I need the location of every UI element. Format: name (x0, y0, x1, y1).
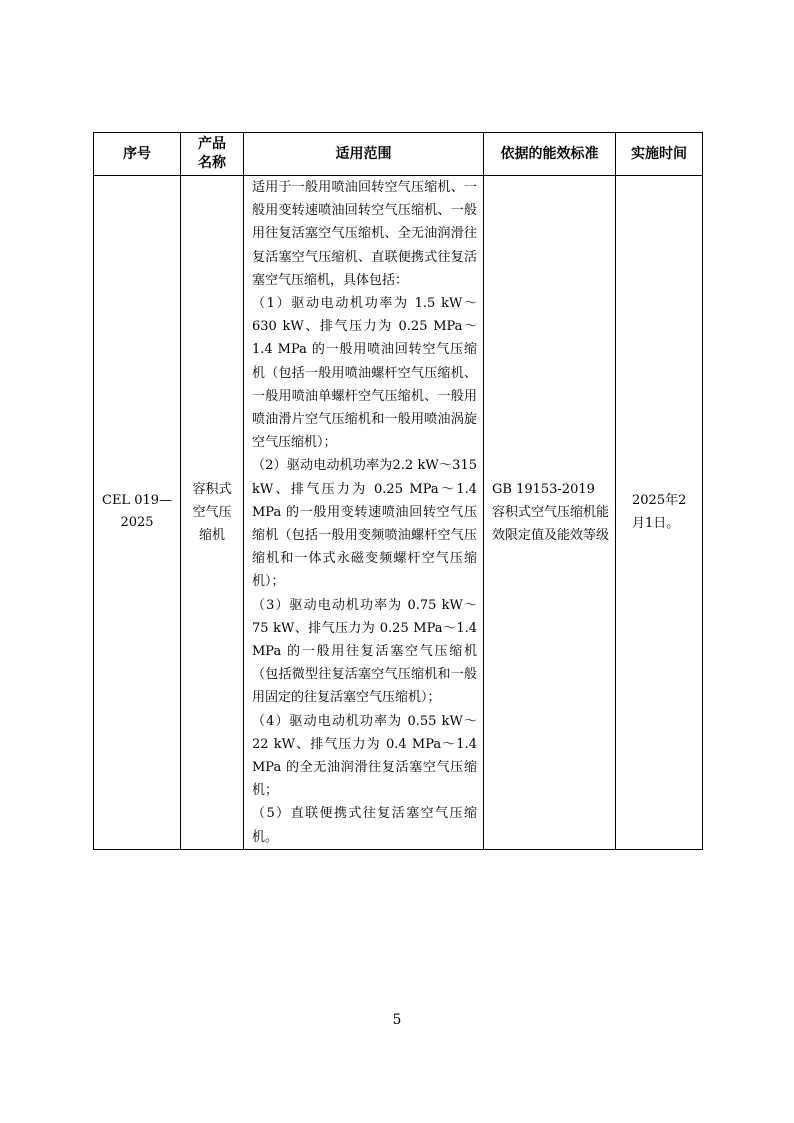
cell-scope (244, 176, 484, 850)
header-seq: 序号 (94, 133, 181, 176)
table-row (94, 176, 703, 850)
header-product-name-text: 产品名称 (198, 136, 226, 171)
cell-standard: GB 19153-2019 容积式空气压缩机能效限定值及能效等级 (484, 176, 616, 850)
scope-paragraph: （4）驱动电动机功率为 0.55 kW～22 kW、排气压力为 0.4 MPa～1.4 MPa 的全无油润滑往复活塞空气压缩机； (252, 713, 477, 799)
cell-seq (94, 176, 181, 850)
scope-paragraph: 适用于一般用喷油回转空气压缩机、一般用变转速喷油回转空气压缩机、一般用往复活塞空气压缩机、全无油润滑往复活塞空气压缩机、直联便携式往复活塞空气压缩机，具体包括： (252, 180, 477, 288)
header-standard-text: 依据的能效标准 (500, 145, 599, 162)
header-scope: 适用范围 (244, 133, 484, 176)
cell-product-name-text: 容积式空气压缩机 (192, 481, 232, 544)
cell-product-name (181, 176, 244, 850)
header-standard (484, 133, 616, 176)
scope-paragraph: （2）驱动电动机功率为2.2 kW～315 kW、排气压力为 0.25 MPa～1.4 MPa 的一般用变转速喷油回转空气压缩机（包括一般用变频喷油螺杆空气压缩机和一体式永磁变频螺杆空气压缩机）； (252, 458, 477, 590)
table-header-row (94, 133, 703, 176)
header-date: 实施时间 (616, 133, 703, 176)
header-product-name (181, 133, 244, 176)
scope-paragraph: （1）驱动电动机功率为 1.5 kW～630 kW、排气压力为 0.25 MPa～1.4 MPa 的一般用喷油回转空气压缩机（包括一般用喷油螺杆空气压缩机、一般用喷油单螺杆空气压缩机、一般用喷油滑片空气压缩机和一般用喷油涡旋空气压缩机）； (252, 296, 477, 451)
product-table (93, 132, 703, 850)
page-number: 5 (392, 1012, 402, 1028)
scope-paragraph: （3）驱动电动机功率为 0.75 kW～75 kW、排气压力为 0.25 MPa～1.4 MPa 的一般用往复活塞空气压缩机（包括微型往复活塞空气压缩机和一般用固定的往复活塞空气压缩机）； (252, 597, 477, 706)
cell-seq-text: CEL 019—2025 (102, 493, 173, 531)
scope-paragraph: （5）直联便携式往复活塞空气压缩机。 (252, 806, 477, 845)
cell-date: 2025年2月1日。 (616, 176, 703, 850)
